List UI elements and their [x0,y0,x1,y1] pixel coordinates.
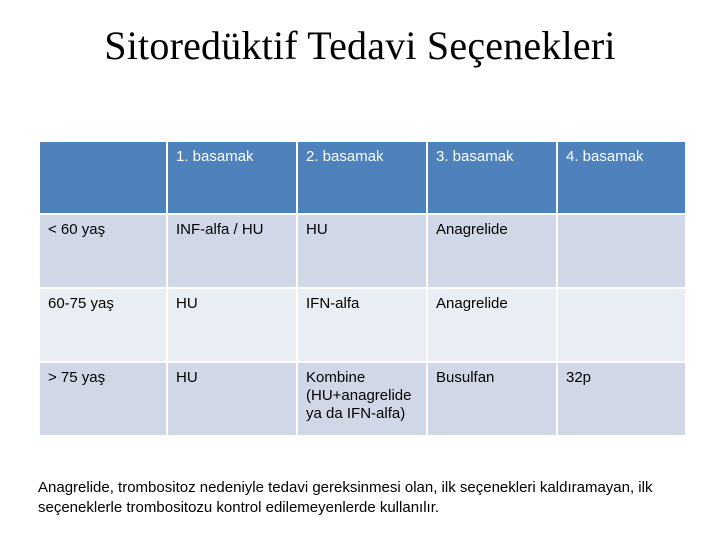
table-cell [557,288,686,362]
table-cell: Busulfan [427,362,557,436]
table-cell: Kombine (HU+anagrelide ya da IFN-alfa) [297,362,427,436]
footnote-text: Anagrelide, trombositoz nedeniyle tedavi gereksinmesi olan, ilk seçenekleri kaldıramayan, ilk seçeneklerle trombositozu kontrol edilemeyenlerde kullanılır. [38,479,653,516]
table-cell: Anagrelide [427,288,557,362]
header-cell-step-3: 3. basamak [427,141,557,214]
row-label-age: > 75 yaş [39,362,167,436]
table-header-row [39,141,686,214]
table-row [39,362,686,436]
header-cell-step-1: 1. basamak [167,141,297,214]
treatment-table [38,140,687,437]
table-row [39,288,686,362]
header-cell-step-2: 2. basamak [297,141,427,214]
table-cell: IFN-alfa [297,288,427,362]
table-cell: INF-alfa / HU [167,214,297,288]
header-cell-step-4: 4. basamak [557,141,686,214]
header-cell-empty [39,141,167,214]
table-cell: Anagrelide [427,214,557,288]
row-label-age: < 60 yaş [39,214,167,288]
slide-title: Sitoredüktif Tedavi Seçenekleri [104,23,616,68]
table-cell [557,214,686,288]
table-cell: HU [167,362,297,436]
table-cell: HU [297,214,427,288]
table-row [39,214,686,288]
row-label-age: 60-75 yaş [39,288,167,362]
table-cell: 32p [557,362,686,436]
table-cell: HU [167,288,297,362]
